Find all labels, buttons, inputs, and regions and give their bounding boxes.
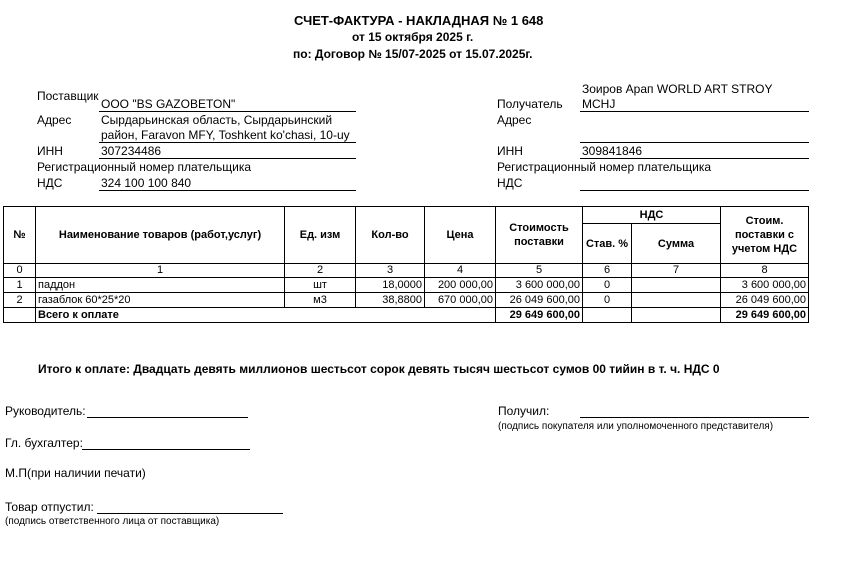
buyer-address-label: Адрес	[497, 113, 532, 127]
row-price: 200 000,00	[425, 278, 496, 293]
total-row	[4, 308, 809, 323]
row-vat-sum	[632, 278, 721, 293]
row-no: 2	[4, 293, 36, 308]
row-unit: шт	[285, 278, 356, 293]
supplier-address-line	[99, 142, 356, 143]
supplier-nds: 324 100 100 840	[101, 176, 192, 190]
buyer-inn-line	[580, 158, 809, 159]
col-header-vat-sum: Сумма	[632, 224, 721, 264]
col-header-vat-group: НДС	[583, 207, 721, 224]
stamp-label: М.П(при наличии печати)	[5, 466, 146, 480]
col-number: 3	[356, 264, 425, 278]
col-number: 0	[4, 264, 36, 278]
row-vat-rate: 0	[583, 293, 632, 308]
released-sign-line	[97, 513, 283, 514]
col-number: 2	[285, 264, 356, 278]
row-unit: м3	[285, 293, 356, 308]
document-date: от 15 октября 2025 г.	[352, 30, 474, 44]
col-header-qty: Кол-во	[356, 207, 425, 264]
director-sign-line	[87, 417, 248, 418]
row-cost: 26 049 600,00	[496, 293, 583, 308]
buyer-reg-label: Регистрационный номер плательщика	[497, 160, 712, 174]
row-total: 26 049 600,00	[721, 293, 809, 308]
row-price: 670 000,00	[425, 293, 496, 308]
row-qty: 38,8800	[356, 293, 425, 308]
col-header-price: Цена	[425, 207, 496, 264]
supplier-nds-line	[99, 190, 356, 191]
col-header-no: №	[4, 207, 36, 264]
accountant-sign-line	[82, 449, 250, 450]
released-note: (подпись ответственного лица от поставщика)	[5, 516, 220, 527]
total-vat-sum	[632, 308, 721, 323]
buyer-name-line1: Зоиров Арап WORLD ART STROY	[582, 82, 773, 96]
col-header-vat-rate: Став. %	[583, 224, 632, 264]
received-note: (подпись покупателя или уполномоченного представителя)	[498, 421, 774, 432]
received-label: Получил:	[498, 404, 550, 418]
col-number: 8	[721, 264, 809, 278]
supplier-nds-label: НДС	[37, 176, 63, 190]
row-vat-rate: 0	[583, 278, 632, 293]
col-number: 4	[425, 264, 496, 278]
row-qty: 18,0000	[356, 278, 425, 293]
buyer-inn-label: ИНН	[497, 144, 523, 158]
total-spacer	[4, 308, 36, 323]
col-number: 6	[583, 264, 632, 278]
col-header-unit: Ед. изм	[285, 207, 356, 264]
supplier-inn: 307234486	[101, 144, 162, 158]
table-row	[4, 278, 809, 293]
buyer-name-line2: MCHJ	[582, 97, 616, 111]
total-cost: 29 649 600,00	[496, 308, 583, 323]
supplier-reg-label: Регистрационный номер плательщика	[37, 160, 252, 174]
row-name: паддон	[36, 278, 285, 293]
total-label: Всего к оплате	[36, 308, 496, 323]
goods-table	[3, 206, 809, 323]
col-number: 7	[632, 264, 721, 278]
col-header-name: Наименование товаров (работ,услуг)	[36, 207, 285, 264]
buyer-address-line	[580, 142, 809, 143]
supplier-address-label: Адрес	[37, 113, 72, 127]
col-number: 5	[496, 264, 583, 278]
col-header-total: Стоим. поставки с учетом НДС	[721, 207, 809, 264]
supplier-label: Поставщик	[37, 89, 99, 103]
total-with-vat: 29 649 600,00	[721, 308, 809, 323]
supplier-inn-line	[99, 158, 356, 159]
col-header-cost: Стоимость поставки	[496, 207, 583, 264]
row-no: 1	[4, 278, 36, 293]
row-vat-sum	[632, 293, 721, 308]
document-contract: по: Договор № 15/07-2025 от 15.07.2025г.	[293, 47, 533, 61]
buyer-label: Получатель	[497, 97, 563, 111]
supplier-address-line2: район, Faravon MFY, Toshkent ko'chasi, 10-uy	[101, 128, 350, 142]
buyer-inn: 309841846	[582, 144, 643, 158]
supplier-name-line	[99, 111, 356, 112]
row-cost: 3 600 000,00	[496, 278, 583, 293]
supplier-address-line1: Сырдарьинская область, Сырдарьинский	[101, 113, 333, 127]
table-row	[4, 293, 809, 308]
payment-summary: Итого к оплате: Двадцать девять миллионов шестьсот сорок девять тысяч шестьсот сумов 00 тийин в т. ч. НДС 0	[38, 362, 720, 376]
document-title: СЧЕТ-ФАКТУРА - НАКЛАДНАЯ № 1 648	[294, 13, 544, 28]
buyer-nds-label: НДС	[497, 176, 523, 190]
row-total: 3 600 000,00	[721, 278, 809, 293]
buyer-name-line	[580, 111, 809, 112]
supplier-inn-label: ИНН	[37, 144, 63, 158]
column-number-row	[4, 264, 809, 278]
buyer-nds-line	[580, 190, 809, 191]
col-number: 1	[36, 264, 285, 278]
total-vat-rate	[583, 308, 632, 323]
received-sign-line	[580, 417, 809, 418]
released-label: Товар отпустил:	[5, 500, 94, 514]
row-name: газаблок 60*25*20	[36, 293, 285, 308]
supplier-name: ООО "BS GAZOBETON"	[101, 97, 236, 111]
accountant-label: Гл. бухгалтер:	[5, 436, 83, 450]
director-label: Руководитель:	[5, 404, 86, 418]
